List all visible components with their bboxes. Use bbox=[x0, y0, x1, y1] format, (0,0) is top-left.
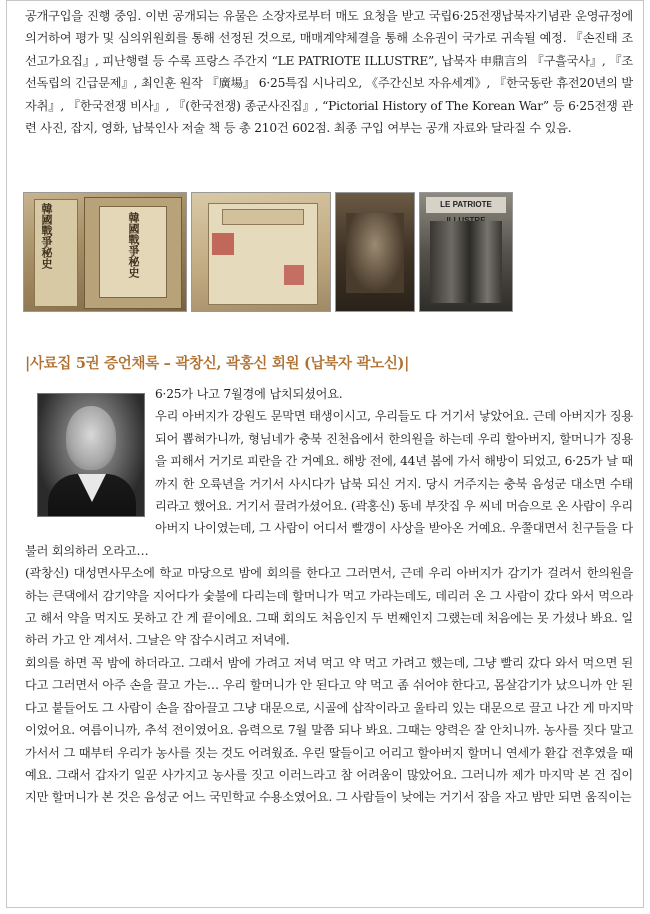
document-photo bbox=[191, 192, 331, 312]
red-seal-stamp bbox=[212, 233, 234, 255]
photo-figure bbox=[346, 213, 404, 293]
testimony-paragraph-3: (곽창신) 대성면사무소에 학교 마당으로 밤에 회의를 한다고 그러면서, 근데 우리 아버지가 감기가 걸려서 한의원을 하는 큰댁에서 감기약을 지어다가 숯불에 다리는데 할머니가 먹고 가라는데도, 데리러 온 그 사람이 갔다 와서 먹으라고 해서 약을 먹지도 못하고 간 게 끝이에요. 그때 회의도 처음인지 두 번째인지 그랬는데 처음에는 못 가셨나 봐요. 일 하러 가고 안 계셔서. 그날은 약 잡수시려고 저녁에. bbox=[25, 566, 633, 648]
document-page bbox=[6, 0, 644, 908]
testimony-paragraph-4: 회의를 하면 꼭 밤에 하더라고. 그래서 밤에 가려고 저녁 먹고 약 먹고 가려고 했는데, 그냥 빨리 갔다 와서 먹으면 된다고 그러면서 아주 손을 끌고 가는… 우리 할머니가 안 된다고 약 먹고 좀 쉬어야 한다고, 몸살감기가 났으니까 안 된다고 붙들어도 그 사람이 손을 잡아끌고 그냥 대문으로, 시골에 삽작이라고 울타리 있는 대문으로 끌고 나간 게 마지막이었어요. 여름이니까, 추석 전이였어요. 음력으로 7월 말쯤 되나 봐요. 그때는 양력은 잘 안치니까. 농사를 짓다 말고 가서서 그 때부터 우리가 농사를 짓는 것도 어려웠죠. 우린 딸들이고 어리고 할아버지 할머니 연세가 환갑 전후였을 때예요. 그래서 갑자기 일꾼 사가지고 농사를 짓고 이러느라고 참 어려움이 많았어요. 그러니까 제가 마지막 본 건 집이지만 할머니가 본 것은 음성군 어느 국민학교 수용소였어요. 그 사람들이 낮에는 거기서 잠을 자고 밤만 되면 움직이는 bbox=[25, 655, 633, 805]
testimony-paragraph-2-part-a: 우리 아버지가 강원도 문막면 태생이시고, 우리들도 다 거기서 낳았어요. 근데 아버지가 징용되어 뽑혀가니까, 형님네가 충북 진천읍에서 한의원을 하는데 우리 할아버지, 할머니가 징용을 피해서 거기로 피란을 간 거예요. 해방 전에, 44년 봄에 가서 해방이 되었고, 6·25가 날 때까지 한 오륙년을 거기서 사시다가 납북 되신 거지. 당시 거주지는 충북 음성군 대소면 수태리라고 했어요. 거기서 끌려가셨어요. (곽홍신) 동네 부잣집 우 씨네 머슴으로 온 사람이 우리 아버지 나이였는데, 그 사람이 어디서 빨갱이 사상을 받아온 거예요. 우쭐대면서 친구들을 다 bbox=[155, 409, 633, 536]
testimony-text bbox=[7, 383, 643, 809]
testimony-paragraph-2-part-b: 불러 회의하러 오라고… bbox=[25, 543, 149, 558]
section-heading: |사료집 5권 증언채록 – 곽창신, 곽홍신 회원 (납북자 곽노신)| bbox=[25, 355, 410, 372]
book-cover bbox=[84, 197, 182, 309]
artifact-photos bbox=[23, 192, 513, 312]
document-label bbox=[222, 209, 304, 225]
magazine-cover-image bbox=[430, 221, 502, 303]
book-photo bbox=[23, 192, 187, 312]
intro-paragraph: 공개구입을 진행 중임. 이번 공개되는 유물은 소장자로부터 매도 요청을 받고 국립6·25전쟁납북자기념관 운영규정에 의거하여 평가 및 심의위원회를 통해 선정된 것으로, 매매계약체결을 통해 소유권이 국가로 귀속될 예정. 『손진태 조선고가요집』, 피난행렬 등 수록 프랑스 주간지 “LE PATRIOTE ILLUSTRE”, 납북자 申鼎言의 『구흘국사』, 『조선독립의 긴급문제』, 최인훈 원작 『廣場』 6·25특집 시나리오, 《주간신보 자유세계》, 『한국동란 휴전20년의 발자취』, 『한국전쟁 비사』, 『(한국전쟁) 종군사진집』, “Pictorial History of The Korean War” 등 6·25전쟁 관련 사진, 잡지, 영화, 납북인사 저술 책 등 총 210건 602점. 최종 구입 여부는 공개 자료와 달라질 수 있음. bbox=[25, 9, 633, 136]
testimony-paragraph-1: 6·25가 나고 7월경에 납치되셨어요. bbox=[155, 387, 343, 401]
red-seal-stamp-2 bbox=[284, 265, 304, 285]
magazine-photo bbox=[419, 192, 513, 312]
dark-photo bbox=[335, 192, 415, 312]
book-spine-title: 韓國戰爭秘史 bbox=[40, 203, 53, 269]
magazine-masthead: LE PATRIOTE bbox=[426, 197, 506, 213]
book-cover-title: 韓國戰爭秘史 bbox=[127, 212, 140, 278]
